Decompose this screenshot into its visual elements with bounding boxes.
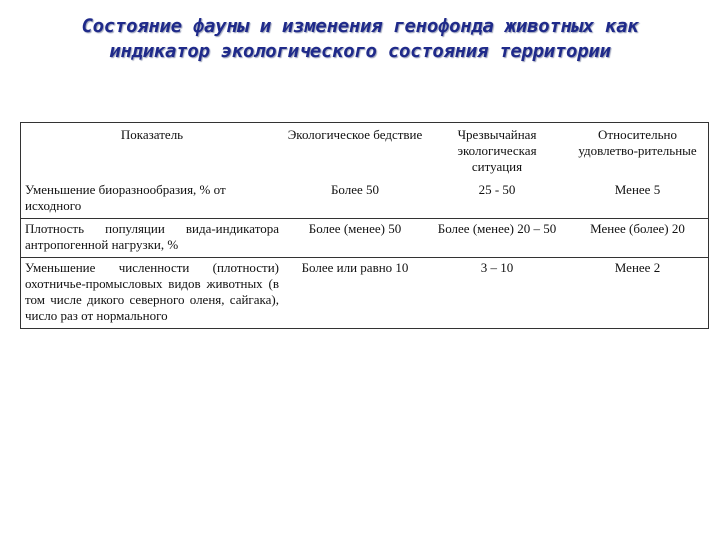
table-row — [21, 179, 708, 219]
row-satisfactory-cell: Менее 5 — [614, 182, 661, 197]
header-indicator: Показатель — [120, 127, 184, 142]
row-disaster-cell: Более или равно 10 — [283, 258, 427, 329]
row-disaster-cell: Более (менее) 50 — [283, 219, 427, 258]
header-emergency-situation: Чрезвычайная экологическая ситуация — [457, 127, 537, 174]
row-indicator-cell: Плотность популяции вида-индикатора антропогенной нагрузки, % — [21, 219, 283, 258]
slide-title-line-2: индикатор экологического состояния территории — [109, 40, 611, 62]
row-indicator-cell: Уменьшение биоразнообразия, % от исходного — [25, 182, 226, 213]
row-emergency-cell: 25 - 50 — [478, 182, 516, 197]
row-emergency-cell: 3 – 10 — [427, 258, 567, 329]
row-emergency-cell: Более (менее) 20 – 50 — [427, 219, 567, 258]
row-indicator-cell: Уменьшение численности (плотности) охотничье-промысловых видов животных (в том числе дикого северного оленя, сайгака), число раз от нормального — [21, 258, 283, 329]
row-satisfactory-cell: Менее (более) 20 — [567, 219, 708, 258]
header-relatively-satisfactory: Относительно удовлетво-рительные — [578, 127, 697, 158]
header-ecological-disaster: Экологическое бедствие — [287, 127, 423, 142]
row-disaster-cell: Более 50 — [330, 182, 380, 197]
table-row — [21, 219, 708, 258]
row-satisfactory-cell: Менее 2 — [567, 258, 708, 329]
slide-title — [10, 14, 710, 64]
table-row — [21, 258, 708, 329]
indicator-table — [20, 122, 709, 329]
table-header-row — [21, 123, 708, 179]
slide-title-line-1: Состояние фауны и изменения генофонда животных как — [81, 15, 639, 37]
